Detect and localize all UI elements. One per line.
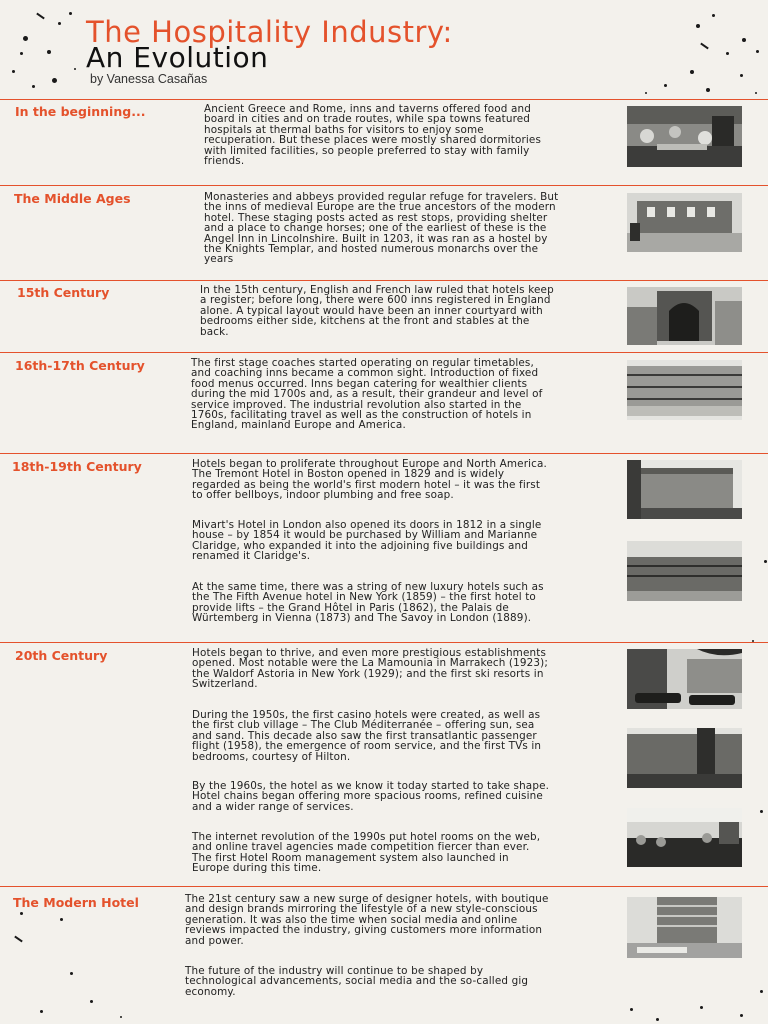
section-text: The future of the industry will continue to be shaped by technological advancements, social media and the so-called gig economy. bbox=[185, 965, 529, 998]
palm-hotel-cars-photo bbox=[627, 649, 742, 709]
hotel-crowd-photo bbox=[627, 808, 742, 867]
section-text: Monasteries and abbeys provided regular refuge for travelers. But the inns of medieval Europe are the true ancestors of the modern hotel. These staging posts acted as rest stops, providing shelter and a place to change horses; one of the earliest of these is the Angel Inn in Lincolnshire. Built in 1203, it was ran as a hostel by the Knights Templar, and hosted numerous monarchs over the years bbox=[204, 191, 559, 266]
section-title-15th-century: 15th Century bbox=[17, 285, 110, 300]
section-text: In the 15th century, English and French law ruled that hotels keep a register; before long, there were 600 inns registered in England alone. A typical layout would have been an inner courtyard with bedrooms either side, kitchens at the front and stables at the back. bbox=[200, 284, 554, 338]
section-text: Ancient Greece and Rome, inns and taverns offered food and board in cities and on trade routes, while spa towns featured hospitals at thermal baths for visitors to enjoy some recuperation. But these places were mostly shared dormitories with limited facilities, so people preferred to stay with family friends. bbox=[204, 103, 542, 168]
courtyard-inn-photo bbox=[627, 287, 742, 345]
claridges-photo bbox=[627, 541, 742, 601]
page-subtitle: An Evolution bbox=[86, 41, 269, 74]
author-byline: by Vanessa Casañas bbox=[90, 72, 208, 86]
tremont-hotel-photo bbox=[627, 460, 742, 519]
section-divider bbox=[0, 886, 768, 887]
section-divider bbox=[0, 99, 768, 100]
section-title-middle-ages: The Middle Ages bbox=[14, 191, 131, 206]
section-divider bbox=[0, 642, 768, 643]
section-title-beginning: In the beginning... bbox=[15, 104, 146, 119]
section-text: By the 1960s, the hotel as we know it today started to take shape. Hotel chains began offering more spacious rooms, refined cuisine and a wider range of services. bbox=[192, 780, 550, 813]
section-divider bbox=[0, 185, 768, 186]
section-text: The first stage coaches started operating on regular timetables, and coaching inns became a common sight. Introduction of fixed food menus occurred. Inns began catering for wealthier clients during the mid 1700s and, as a result, their grandeur and level of service improved. The industrial revolution also started in the 1760s, facilitating travel as well as the construction of hotels in England, mainland Europe and America. bbox=[191, 357, 543, 432]
section-title-modern-hotel: The Modern Hotel bbox=[13, 895, 139, 910]
section-text: The internet revolution of the 1990s put hotel rooms on the web, and online travel agencies made competition fiercer than ever. The first Hotel Room management system also launched in Europe during this time. bbox=[192, 831, 541, 875]
section-title-18th-19th-century: 18th-19th Century bbox=[12, 459, 142, 474]
section-text: Hotels began to proliferate throughout Europe and North America. The Tremont Hotel in Boston opened in 1829 and is widely regarded as being the world's first modern hotel – it was the first to offer bellboys, indoor plumbing and free soap. bbox=[192, 458, 548, 502]
section-divider bbox=[0, 280, 768, 281]
section-divider bbox=[0, 352, 768, 353]
section-text: During the 1950s, the first casino hotels were created, as well as the first club village – The Club Méditerranée – offering sun, sea and sand. This decade also saw the first transatlantic passenger flight (1958), the emergence of room service, and the first TVs in bedrooms, courtesy of Hilton. bbox=[192, 709, 542, 763]
page-title: The Hospitality Industry: bbox=[86, 15, 453, 49]
section-text: Hotels began to thrive, and even more prestigious establishments opened. Most notable were the La Mamounia in Marrakech (1923); the Waldorf Astoria in New York (1929); and the first ski resorts in Switzerland. bbox=[192, 647, 549, 691]
section-title-16th-17th-century: 16th-17th Century bbox=[15, 358, 145, 373]
section-divider bbox=[0, 453, 768, 454]
coaching-inn-illustration bbox=[627, 360, 742, 420]
medieval-inn-photo bbox=[627, 193, 742, 252]
section-text: The 21st century saw a new surge of designer hotels, with boutique and design brands mirroring the lifestyle of a new style-conscious generation. It was also the time when social media and online reviews impacted the industry, giving customers more information and power. bbox=[185, 893, 549, 947]
ancient-tavern-illustration bbox=[627, 106, 742, 167]
waldorf-astoria-photo bbox=[627, 728, 742, 788]
modern-hotel-pool-photo bbox=[627, 897, 742, 958]
section-text: At the same time, there was a string of new luxury hotels such as the The Fifth Avenue hotel in New York (1859) – the first hotel to provide lifts – the Grand Hôtel in Paris (1862), the Palais de Würtemberg in Vienna (1873) and The Savoy in London (1889). bbox=[192, 581, 544, 625]
section-text: Mivart's Hotel in London also opened its doors in 1812 in a single house – by 1854 it would be purchased by William and Marianne Claridge, who expanded it into the adjoining five buildings and renamed it Claridge's. bbox=[192, 519, 542, 563]
section-title-20th-century: 20th Century bbox=[15, 648, 108, 663]
